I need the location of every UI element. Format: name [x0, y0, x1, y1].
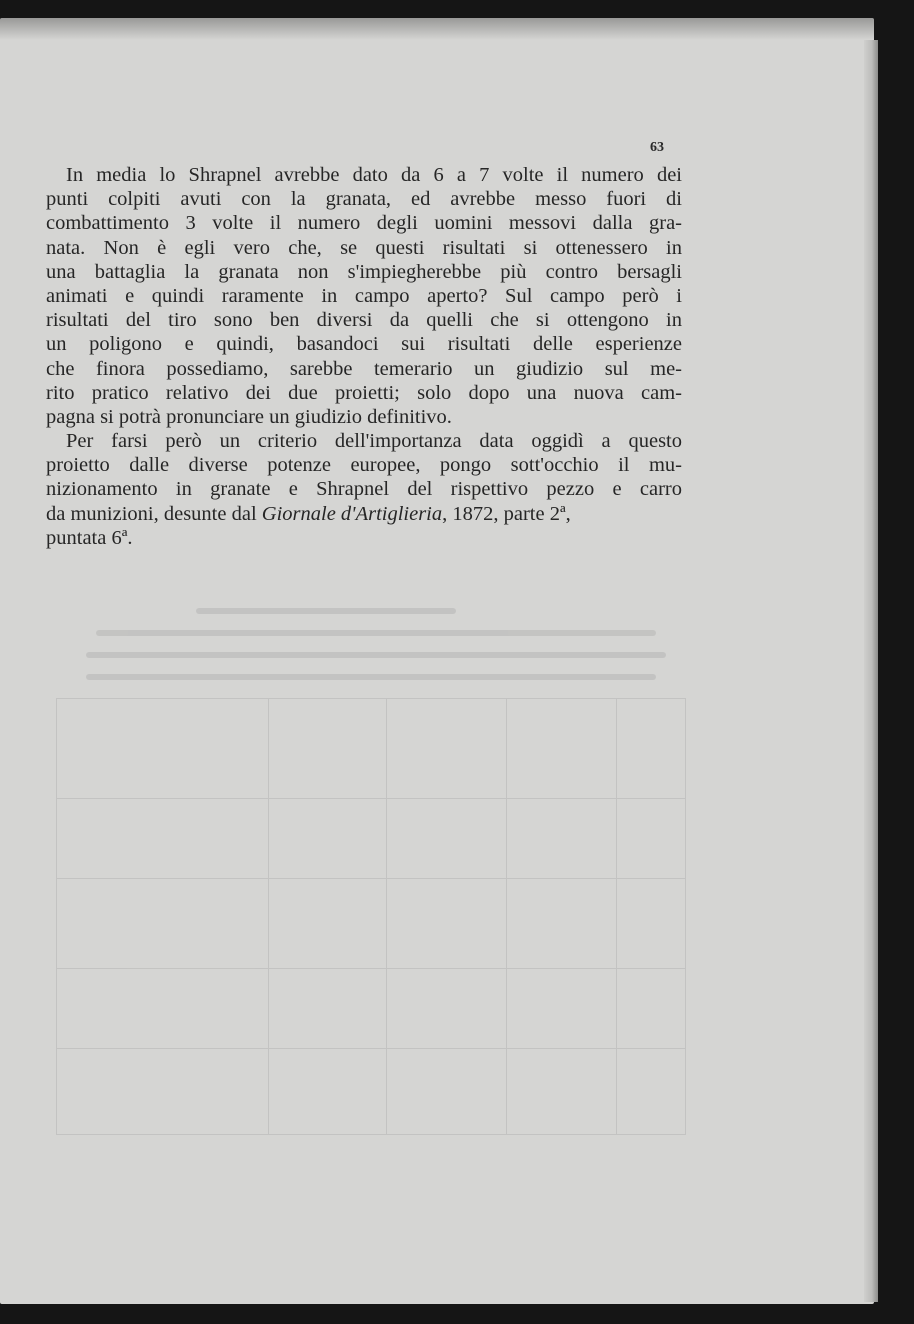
- body-text: [46, 163, 682, 550]
- text-line: proietto dalle diverse potenze europee, pongo sott'occhio il mu-: [46, 454, 682, 477]
- text-line: animati e quindi raramente in campo aperto? Sul campo però i: [46, 284, 682, 307]
- show-through-rule: [685, 698, 686, 1134]
- text-line: nizionamento in granate e Shrapnel del rispettivo pezzo e carro: [46, 478, 682, 501]
- paragraph-2: [46, 429, 682, 550]
- show-through-rule: [56, 968, 686, 969]
- show-through-mark: [96, 630, 656, 636]
- text-line: nata. Non è egli vero che, se questi risultati si ottenessero in: [46, 236, 682, 259]
- page-top-shadow: [0, 18, 874, 40]
- text-line: punti colpiti avuti con la granata, ed avrebbe messo fuori di: [46, 188, 682, 211]
- book-page: [0, 18, 874, 1304]
- text-line: che finora possediamo, sarebbe temerario un giudizio sul me-: [46, 357, 682, 380]
- text-line: un poligono e quindi, basandoci sui risultati delle esperienze: [46, 333, 682, 356]
- show-through-mark: [196, 608, 456, 614]
- show-through-table: [56, 608, 686, 1136]
- text-line: combattimento 3 volte il numero degli uomini messovi dalla gra-: [46, 212, 682, 235]
- text-line: pagna si potrà pronunciare un giudizio definitivo.: [46, 405, 452, 428]
- show-through-rule: [56, 878, 686, 879]
- show-through-mark: [86, 674, 656, 680]
- text-line: rito pratico relativo dei due proietti; solo dopo una nuova cam-: [46, 381, 682, 404]
- show-through-rule: [506, 698, 507, 1134]
- show-through-rule: [616, 698, 617, 1134]
- show-through-rule: [56, 1134, 686, 1135]
- show-through-rule: [386, 698, 387, 1134]
- page-number: 63: [650, 140, 664, 155]
- text-line: puntata 6ª.: [46, 526, 133, 549]
- text-line: In media lo Shrapnel avrebbe dato da 6 a 7 volte il numero dei: [66, 164, 682, 186]
- page-edge: [864, 40, 878, 1302]
- text-line: una battaglia la granata non s'impiegherebbe più contro bersagli: [46, 260, 682, 283]
- show-through-rule: [268, 698, 269, 1134]
- show-through-mark: [86, 652, 666, 658]
- text-line: [46, 502, 682, 526]
- text-run: da munizioni, desunte dal: [46, 502, 262, 525]
- show-through-rule: [56, 798, 686, 799]
- show-through-rule: [56, 698, 686, 699]
- show-through-rule: [56, 698, 57, 1134]
- text-line: risultati del tiro sono ben diversi da quelli che si ottengono in: [46, 309, 682, 332]
- text-line: Per farsi però un criterio dell'importanza data oggidì a questo: [66, 430, 682, 453]
- show-through-rule: [56, 1048, 686, 1049]
- text-run: , 1872, parte 2ª,: [442, 502, 571, 525]
- paragraph-1: [46, 163, 682, 429]
- journal-title: Giornale d'Artiglieria: [261, 502, 443, 525]
